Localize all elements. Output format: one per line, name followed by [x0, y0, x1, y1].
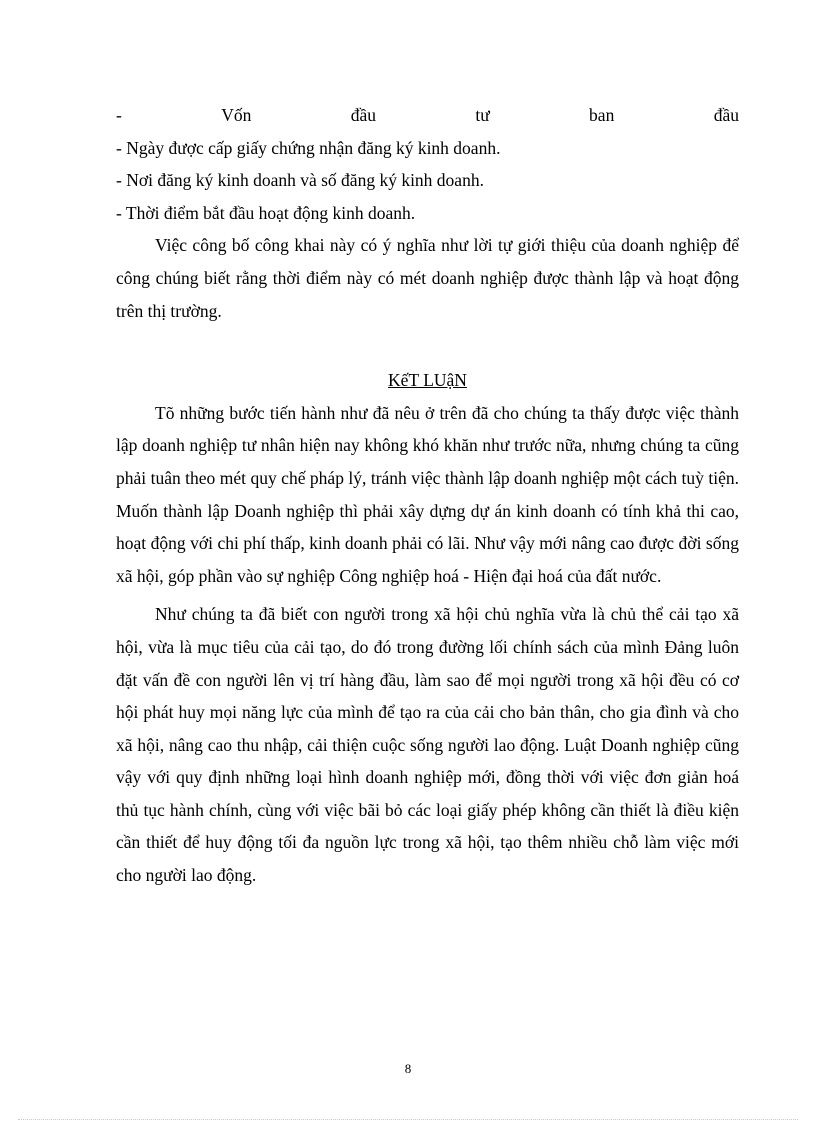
list-word: tư — [475, 105, 490, 125]
conclusion-paragraph-2: Như chúng ta đã biết con người trong xã hội chủ nghĩa vừa là chủ thể cải tạo xã hội, vừa là mục tiêu của cải tạo, do đó trong đường lối chính sách của mình Đảng luôn đặt vấn đề con người lên vị trí hàng đầu, làm sao để mọi người trong xã hội đều có cơ hội phát huy mọi năng lực của mình để tạo ra của cải cho bản thân, cho gia đình và cho xã hội, nâng cao thu nhập, cải thiện cuộc sống người lao động. Luật Doanh nghiệp cũng vậy với quy định những loại hình doanh nghiệp mới, đồng thời với việc đơn giản hoá thủ tục hành chính, cùng với việc bãi bỏ các loại giấy phép không cần thiết là điều kiện cần thiết để huy động tối đa nguồn lực trong xã hội, tạo thêm nhiều chỗ làm việc mới cho người lao động. — [116, 604, 739, 886]
conclusion-paragraph-1: Tõ những bước tiến hành như đã nêu ở trên đã cho chúng ta thấy được việc thành lập doanh nghiệp tư nhân hiện nay không khó khăn như trước nữa, nhưng chúng ta cũng phải tuân theo mét quy chế pháp lý, tránh việc thành lập doanh nghiệp một cách tuỳ tiện. Muốn thành lập Doanh nghiệp thì phải xây dựng dự án kinh doanh có tính khả thi cao, hoạt động với chi phí thấp, kinh doanh phải có lãi. Như vậy mới nâng cao được đời sống xã hội, góp phần vào sự nghiệp Công nghiệp hoá - Hiện đại hoá của đất nước. — [116, 402, 739, 586]
list-word: đầu — [350, 105, 376, 125]
list-item-capital — [116, 99, 739, 132]
conclusion-heading: KếT LUậN — [388, 370, 467, 391]
page-body — [116, 99, 739, 892]
list-item-registration-place: - Nơi đăng ký kinh doanh và số đăng ký kinh doanh. — [116, 170, 484, 191]
page-bottom-divider — [18, 1119, 798, 1120]
page-number: 8 — [404, 1061, 412, 1076]
list-word: đầu — [713, 105, 739, 125]
list-item-certificate-date: - Ngày được cấp giấy chứng nhận đăng ký kinh doanh. — [116, 137, 501, 158]
list-word: Vốn — [221, 105, 252, 125]
intro-paragraph: Việc công bố công khai này có ý nghĩa như lời tự giới thiệu của doanh nghiệp để công chúng biết rằng thời điểm này có mét doanh nghiệp được thành lập và hoạt động trên thị trường. — [116, 235, 739, 321]
list-word: ban — [589, 105, 615, 125]
list-item-start-time: - Thời điểm bắt đầu hoạt động kinh doanh. — [116, 202, 416, 223]
list-dash: - — [116, 105, 122, 125]
